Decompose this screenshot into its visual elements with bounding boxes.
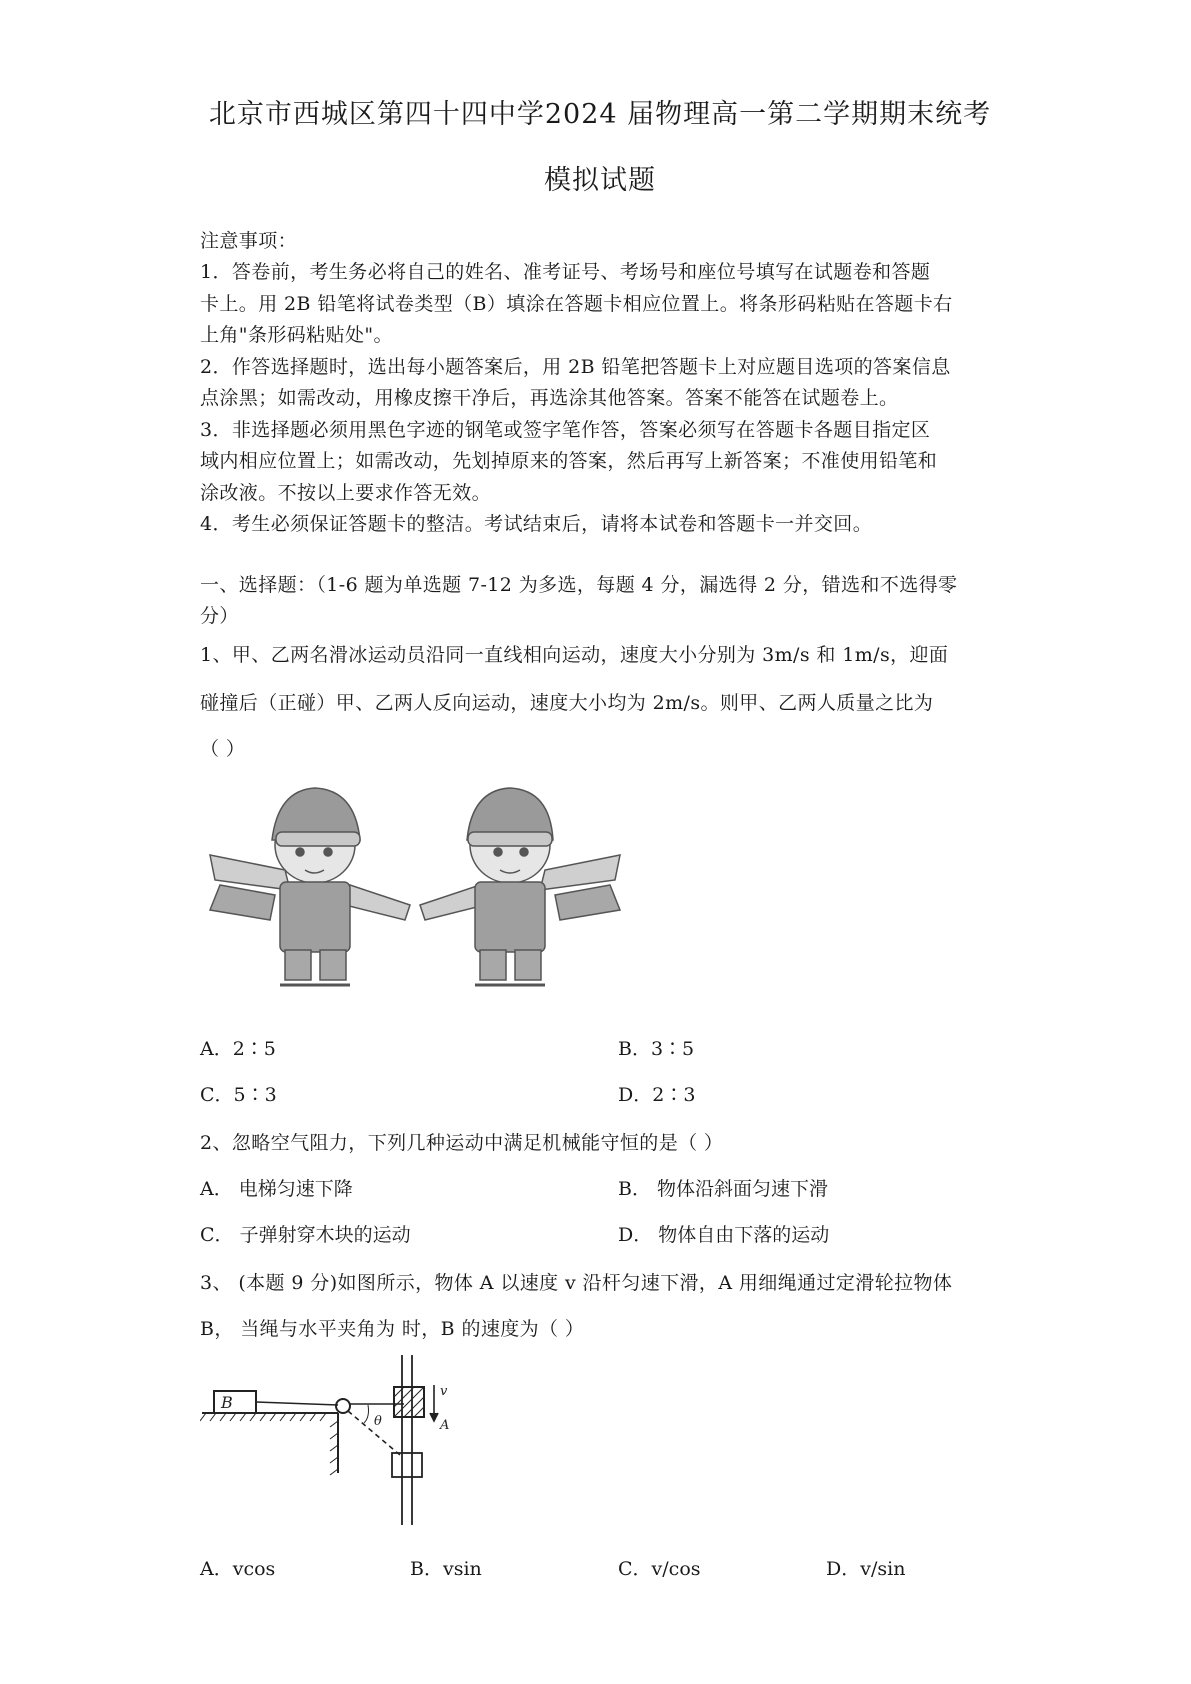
q1-stem: 1、甲、乙两名滑冰运动员沿同一直线相向运动，速度大小分别为 3m/s 和 1m/s，迎面 <box>200 644 949 666</box>
pulley-figure <box>200 1355 480 1525</box>
q1-option-b[interactable]: B．3∶5 <box>618 1038 695 1060</box>
q3-option-b[interactable]: B．vsin <box>410 1558 482 1580</box>
q2-option-d[interactable]: D． 物体自由下落的运动 <box>618 1224 830 1246</box>
q2-stem: 2、忽略空气阻力，下列几种运动中满足机械能守恒的是（ ） <box>200 1132 724 1154</box>
q3-option-d[interactable]: D．v/sin <box>826 1558 906 1580</box>
q2-option-a[interactable]: A． 电梯匀速下降 <box>200 1178 353 1200</box>
figure-label-theta: θ <box>374 1414 382 1429</box>
notice-line: 点涂黑；如需改动，用橡皮擦干净后，再选涂其他答案。答案不能答在试题卷上。 <box>200 387 899 409</box>
q1-stem: 碰撞后（正碰）甲、乙两人反向运动，速度大小均为 2m/s。则甲、乙两人质量之比为 <box>200 692 934 714</box>
q3-option-c[interactable]: C．v/cos <box>618 1558 701 1580</box>
q1-option-d[interactable]: D．2∶3 <box>618 1084 696 1106</box>
notice-line: 4．考生必须保证答题卡的整洁。考试结束后，请将本试卷和答题卡一并交回。 <box>200 513 873 535</box>
notice-line: 3．非选择题必须用黑色字迹的钢笔或签字笔作答，答案必须写在答题卡各题目指定区 <box>200 419 931 441</box>
figure-label-v: v <box>440 1384 448 1399</box>
q2-option-c[interactable]: C． 子弹射穿木块的运动 <box>200 1224 411 1246</box>
notice-line: 涂改液。不按以上要求作答无效。 <box>200 482 492 504</box>
skaters-figure <box>200 770 630 995</box>
q3-stem: B， 当绳与水平夹角为 时，B 的速度为（ ） <box>200 1318 585 1340</box>
figure-label-b: B <box>221 1393 233 1412</box>
notice-line: 上角"条形码粘贴处"。 <box>200 324 393 346</box>
q3-option-a[interactable]: A．vcos <box>200 1558 276 1580</box>
notice-heading: 注意事项： <box>200 230 298 252</box>
figure-label-a: A <box>440 1418 450 1433</box>
section-heading-cont: 分） <box>200 605 239 627</box>
notice-line: 2．作答选择题时，选出每小题答案后，用 2B 铅笔把答题卡上对应题目选项的答案信息 <box>200 356 951 378</box>
exam-title-line2: 模拟试题 <box>544 165 656 196</box>
exam-title-line1: 北京市西城区第四十四中学2024 届物理高一第二学期期末统考 <box>208 99 992 130</box>
q1-option-c[interactable]: C．5∶3 <box>200 1084 277 1106</box>
q3-stem: 3、 (本题 9 分)如图所示，物体 A 以速度 v 沿杆匀速下滑，A 用细绳通过定滑轮拉物体 <box>200 1272 953 1294</box>
notice-line: 1．答卷前，考生务必将自己的姓名、准考证号、考场号和座位号填写在试题卷和答题 <box>200 261 931 283</box>
notice-line: 域内相应位置上；如需改动，先划掉原来的答案，然后再写上新答案；不准使用铅笔和 <box>200 450 938 472</box>
notice-line: 卡上。用 2B 铅笔将试卷类型（B）填涂在答题卡相应位置上。将条形码粘贴在答题卡右 <box>200 293 953 315</box>
q1-option-a[interactable]: A．2∶5 <box>200 1038 276 1060</box>
q1-stem: （ ） <box>200 738 246 760</box>
q2-option-b[interactable]: B． 物体沿斜面匀速下滑 <box>618 1178 829 1200</box>
section-heading: 一、选择题：（1-6 题为单选题 7-12 为多选，每题 4 分，漏选得 2 分，错选和不选得零 <box>200 574 958 596</box>
